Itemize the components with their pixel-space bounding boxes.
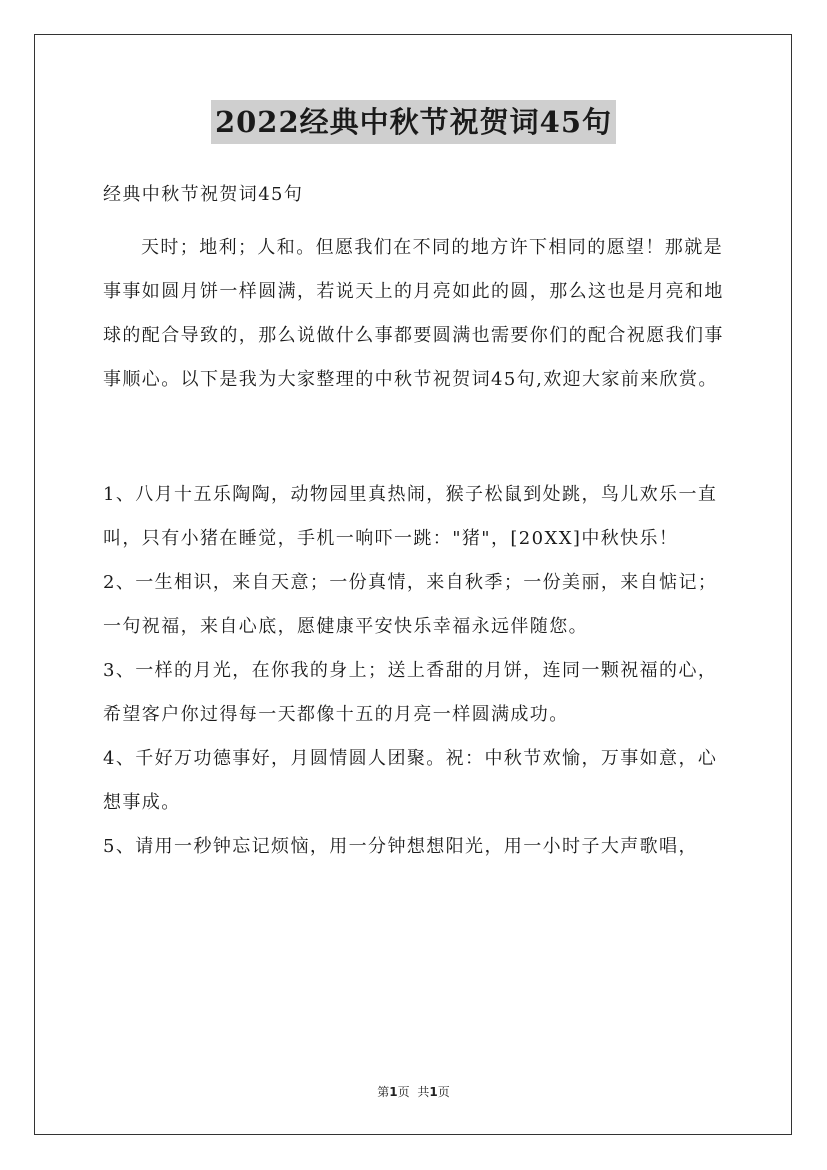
list-item: 5、请用一秒钟忘记烦恼，用一分钟想想阳光，用一小时子大声歌唱，	[103, 836, 698, 857]
greeting-list	[103, 473, 728, 869]
page-footer	[0, 1083, 827, 1100]
page-prefix: 第	[377, 1085, 390, 1099]
list-item: 2、一生相识，来自天意；一份真情，来自秋季；一份美丽，来自惦记；一句祝福，来自心底，愿健康平安快乐幸福永远伴随您。	[103, 572, 718, 637]
intro-paragraph: 天时；地利；人和。但愿我们在不同的地方许下相同的愿望！那就是事事如圆月饼一样圆满，若说天上的月亮如此的圆，那么这也是月亮和地球的配合导致的，那么说做什么事都要圆满也需要你们的配合祝愿我们事事顺心。以下是我为大家整理的中秋节祝贺词45句,欢迎大家前来欣赏。	[103, 237, 724, 390]
document-body	[103, 173, 728, 869]
page-total: 1	[429, 1085, 438, 1099]
total-prefix: 共	[417, 1085, 430, 1099]
title-area	[0, 100, 827, 144]
list-item: 3、一样的月光，在你我的身上；送上香甜的月饼，连同一颗祝福的心，希望客户你过得每一天都像十五的月亮一样圆满成功。	[103, 660, 718, 725]
list-item: 4、千好万功德事好，月圆情圆人团聚。祝：中秋节欢愉，万事如意，心想事成。	[103, 748, 718, 813]
page-suffix: 页	[397, 1085, 410, 1099]
total-suffix: 页	[437, 1085, 450, 1099]
list-item: 1、八月十五乐陶陶，动物园里真热闹，猴子松鼠到处跳，鸟儿欢乐一直叫，只有小猪在睡觉，手机一响吓一跳："猪"，[20XX]中秋快乐！	[103, 484, 718, 549]
document-subtitle: 经典中秋节祝贺词45句	[103, 184, 304, 205]
page-number: 1	[389, 1085, 398, 1099]
document-title: 2022经典中秋节祝贺词45句	[211, 100, 616, 144]
